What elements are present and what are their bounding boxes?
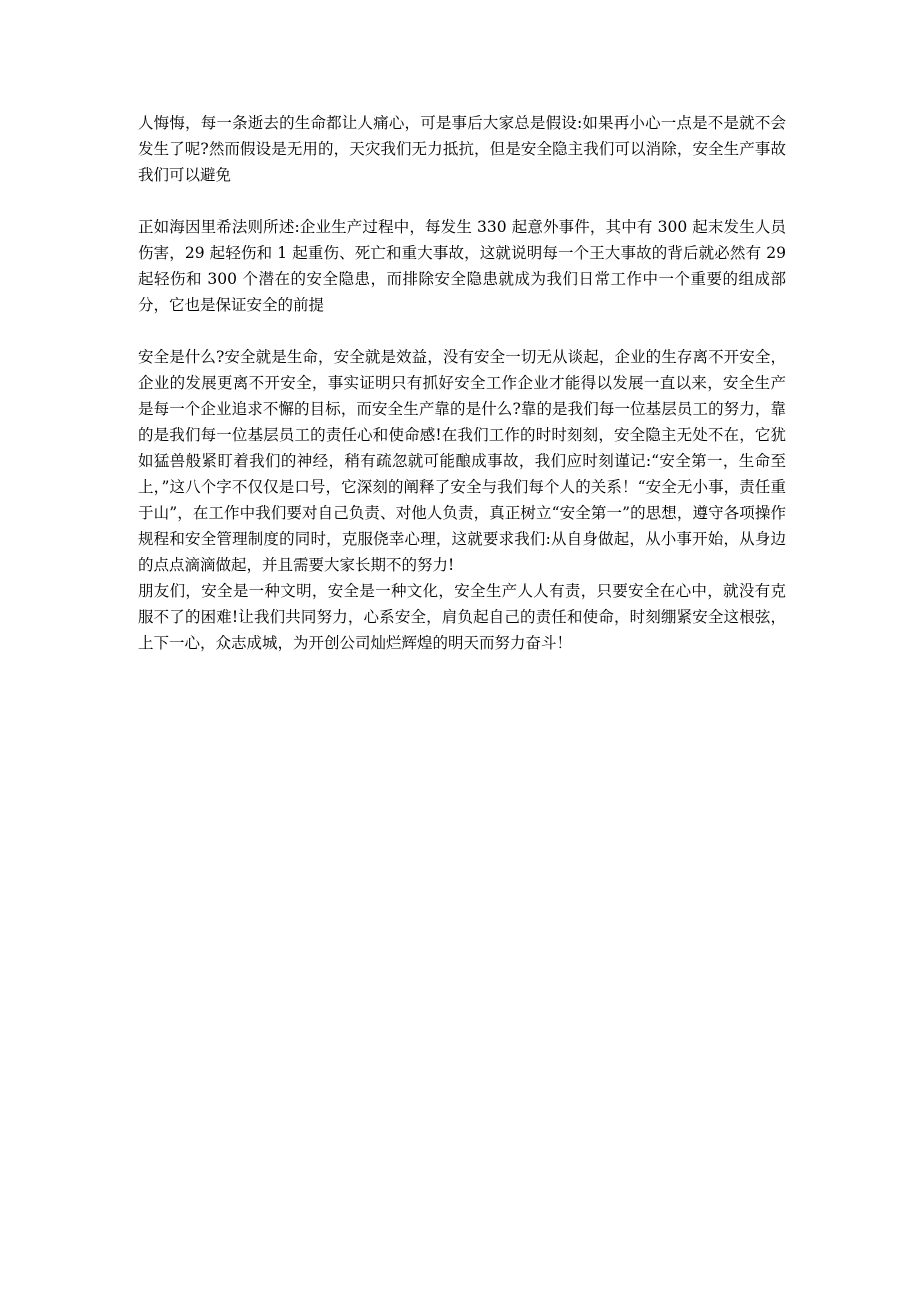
paragraph-1: 人悔悔，每一条逝去的生命都让人痛心，可是事后大家总是假设:如果再小心一点是不是就不会发生了呢?然而假设是无用的，天灾我们无力抵抗，但是安全隐主我们可以消除，安全生产事故我们可以避免	[138, 114, 786, 184]
paragraph-4: 朋友们，安全是一种文明，安全是一种文化，安全生产人人有责，只要安全在心中，就没有克服不了的困难!让我们共同努力，心系安全，肩负起自己的责任和使命，时刻绷紧安全这根弦，上下一心，众志成城，为开创公司灿烂辉煌的明天而努力奋斗！	[138, 582, 786, 652]
document-body	[138, 110, 786, 656]
paragraph-3: 安全是什么?安全就是生命，安全就是效益，没有安全一切无从谈起，企业的生存离不开安全，企业的发展更离不开安全，事实证明只有抓好安全工作企业才能得以发展一直以来，安全生产是每一个企业追求不懈的目标，而安全生产靠的是什么?靠的是我们每一位基层员工的努力，靠的是我们每一位基层员工的责任心和使命感!在我们工作的时时刻刻，安全隐主无处不在，它犹如猛兽般紧盯着我们的神经，稍有疏忽就可能酿成事故，我们应时刻谨记:“安全第一，生命至上，”这八个字不仅仅是口号，它深刻的阐释了安全与我们每个人的关系！“安全无小事，责任重于山”，在工作中我们要对自己负责、对他人负责，真正树立“安全第一”的思想，遵守各项操作规程和安全管理制度的同时，克服侥幸心理，这就要求我们:从自身做起，从小事开始，从身边的点点滴滴做起，并且需要大家长期不的努力!	[138, 348, 786, 574]
paragraph-2: 正如海因里希法则所述:企业生产过程中，每发生 330 起意外事件，其中有 300 起末发生人员伤害，29 起轻伤和 1 起重伤、死亡和重大事故，这就说明每一个王大事故的背后就必然有 29 起轻伤和 300 个潜在的安全隐患，而排除安全隐患就成为我们日常工作中一个重要的组成部分，它也是保证安全的前提	[138, 218, 786, 314]
